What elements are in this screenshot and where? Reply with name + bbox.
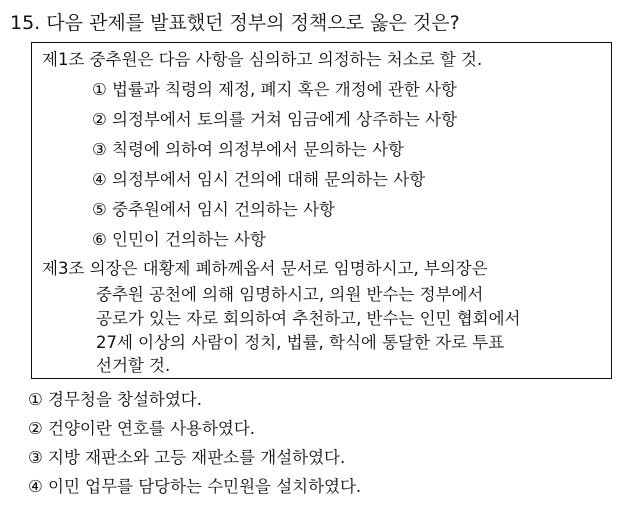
article3-cont: 중추원 공천에 의해 임명하시고, 의원 반수는 정부에서 <box>96 285 484 304</box>
article3-cont: 27세 이상의 사람이 정치, 법률, 학식에 통달한 자로 투표 <box>96 333 505 352</box>
article3-cont: 공로가 있는 자로 회의하여 추천하고, 반수는 인민 협회에서 <box>96 309 521 328</box>
article3-cont: 선거할 것. <box>96 356 171 375</box>
article1-head: 제1조 중추원은 다음 사항을 심의하고 의정하는 처소로 할 것. <box>42 50 483 69</box>
answer-option-1[interactable]: ① 경무청을 창설하였다. <box>28 390 202 409</box>
article1-item: ① 법률과 칙령의 제정, 폐지 혹은 개정에 관한 사항 <box>92 80 457 99</box>
excerpt-box <box>31 42 612 379</box>
article1-item: ③ 칙령에 의하여 의정부에서 문의하는 사항 <box>92 140 404 159</box>
article1-item: ⑥ 인민이 건의하는 사항 <box>92 230 266 249</box>
article1-item: ② 의정부에서 토의를 거쳐 임금에게 상주하는 사항 <box>92 110 458 129</box>
question-text: 15. 다음 관제를 발표했던 정부의 정책으로 옳은 것은? <box>10 12 460 34</box>
answer-option-3[interactable]: ③ 지방 재판소와 고등 재판소를 개설하였다. <box>28 448 346 467</box>
article1-item: ④ 의정부에서 임시 건의에 대해 문의하는 사항 <box>92 170 426 189</box>
article3-head: 제3조 의장은 대황제 폐하께옵서 문서로 임명하시고, 부의장은 <box>42 259 488 278</box>
answer-option-4[interactable]: ④ 이민 업무를 담당하는 수민원을 설치하였다. <box>28 477 362 496</box>
answer-option-2[interactable]: ② 건양이란 연호를 사용하였다. <box>28 419 256 438</box>
article1-item: ⑤ 중추원에서 임시 건의하는 사항 <box>92 200 335 219</box>
